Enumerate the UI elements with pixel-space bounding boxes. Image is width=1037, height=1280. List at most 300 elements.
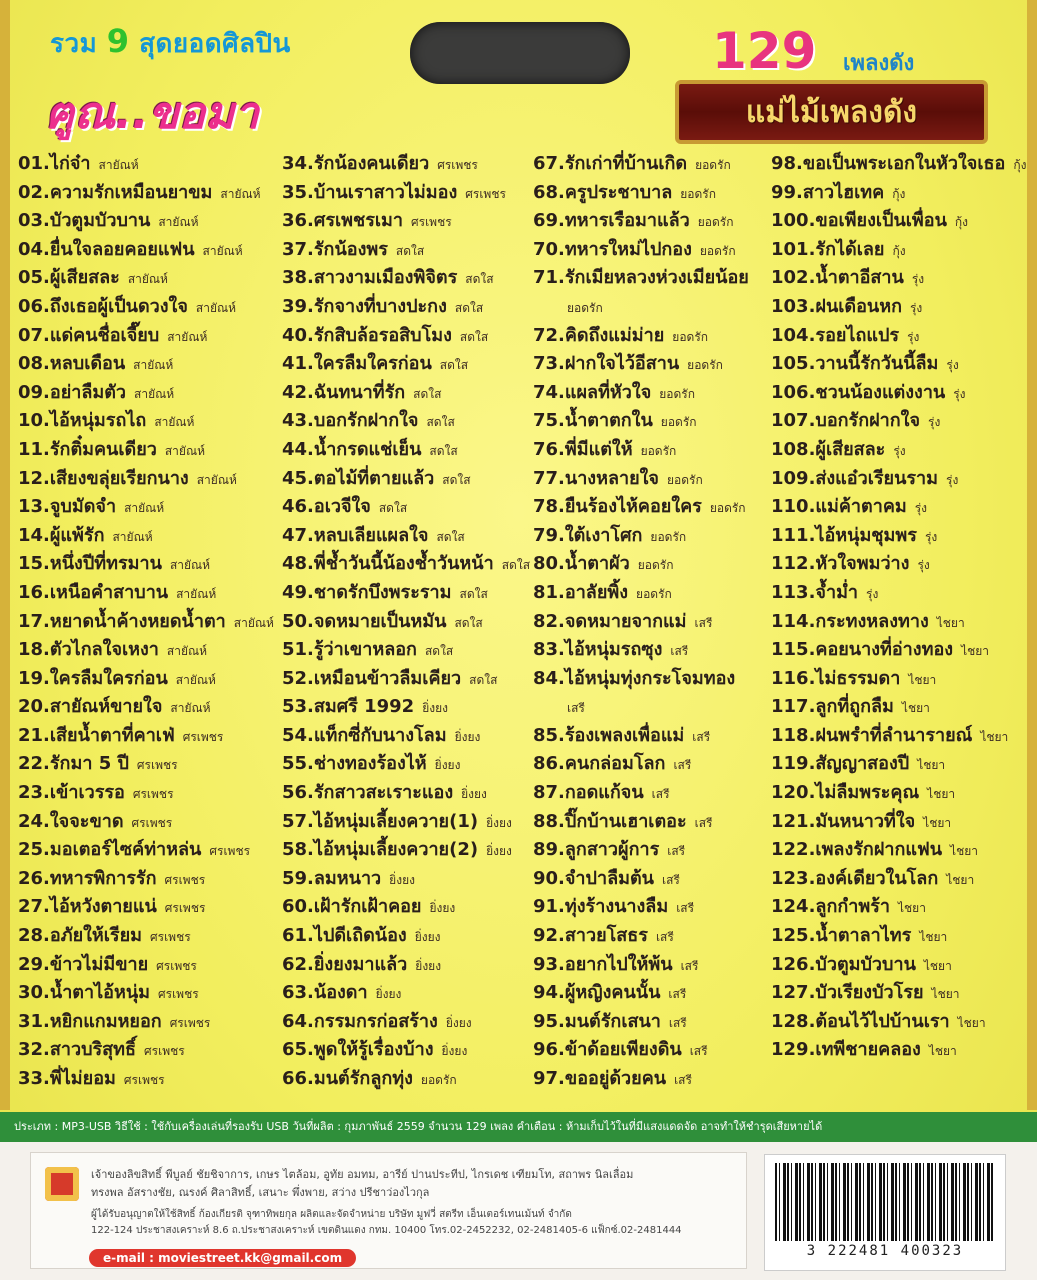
track-row bbox=[282, 893, 530, 922]
track-artist: ยอดรัก bbox=[666, 472, 703, 487]
track-artist: ไชยา bbox=[901, 701, 930, 716]
track-row bbox=[771, 350, 1026, 379]
track-artist: ยอดรัก bbox=[695, 158, 731, 172]
track-artist: ไชยา bbox=[946, 872, 975, 887]
track-row bbox=[533, 636, 757, 665]
track-title: 81.อาลัยพิ้ง bbox=[533, 581, 629, 603]
track-title: 01.ไก่จ๋า bbox=[18, 153, 91, 174]
track-row bbox=[18, 379, 274, 408]
track-column-3 bbox=[533, 150, 757, 1094]
track-title: 54.แท็กซี่กับนางโลม bbox=[282, 724, 447, 746]
track-artist: ยิ่งยง bbox=[389, 872, 415, 887]
track-title: 42.ฉันทนาที่รัก bbox=[282, 381, 406, 403]
track-row bbox=[533, 465, 757, 494]
track-row bbox=[771, 722, 1026, 751]
track-row bbox=[771, 979, 1026, 1008]
track-artist: สดใส bbox=[413, 386, 442, 401]
track-row bbox=[282, 693, 530, 722]
track-artist: เสรี bbox=[689, 1044, 708, 1059]
track-artist: รุ่ง bbox=[928, 415, 941, 430]
track-row bbox=[282, 150, 530, 179]
track-row bbox=[18, 579, 274, 608]
track-title: 111.ไอ้หนุ่มชุมพร bbox=[771, 524, 917, 546]
track-artist: ไชยา bbox=[923, 958, 952, 973]
track-title: 14.ผู้แพ้รัก bbox=[18, 524, 105, 546]
header-suffix: สุดยอดศิลปิน bbox=[139, 29, 291, 59]
track-row bbox=[771, 808, 1026, 837]
track-row bbox=[533, 722, 757, 751]
track-row bbox=[533, 179, 757, 208]
track-artist: เสรี bbox=[655, 930, 674, 945]
track-title: 44.น้ำกรดแช่เย็น bbox=[282, 438, 422, 460]
track-title: 39.รักจางที่บางปะกง bbox=[282, 295, 447, 317]
track-artist: สดใส bbox=[469, 672, 498, 687]
track-row bbox=[18, 979, 274, 1008]
track-title: 24.ใจจะขาด bbox=[18, 810, 124, 832]
track-title: 70.ทหารใหม่ไปกอง bbox=[533, 238, 692, 260]
track-artist: สดใส bbox=[454, 300, 484, 315]
track-artist: ศรเพชร bbox=[158, 987, 199, 1002]
header-prefix: รวม bbox=[50, 29, 98, 59]
track-artist: ยอดรัก bbox=[687, 358, 723, 373]
track-title: 104.รอยไถแปร bbox=[771, 324, 900, 346]
track-title: 58.ไอ้หนุ่มเลี้ยงควาย(2) bbox=[282, 839, 479, 861]
track-title: 25.มอเตอร์ไซค์ท่าหล่น bbox=[18, 839, 202, 861]
credits-line-2: ทรงพล อัสรางชัย, ณรงค์ ศิลาสิทธิ์, เสนาะ พึ่งพาย, สว่าง ปรีชาว่องไวกุล bbox=[91, 1186, 430, 1199]
track-artist: กุ้ง bbox=[892, 186, 906, 201]
track-title: 117.ลูกที่ถูกลืม bbox=[771, 696, 894, 718]
track-title: 109.ส่งแอ๋วเรียนราม bbox=[771, 467, 939, 489]
track-artist: รุ่ง bbox=[911, 272, 925, 287]
track-title: 115.คอยนางที่อ่างทอง bbox=[771, 639, 954, 661]
track-artist: สายัณห์ bbox=[233, 615, 274, 630]
track-title: 30.น้ำตาไอ้หนุ่ม bbox=[18, 982, 150, 1004]
track-title: 18.ตัวไกลใจเหงา bbox=[18, 639, 159, 661]
track-artist: สายัณห์ bbox=[195, 300, 237, 315]
track-title: 23.เข้าเวรรอ bbox=[18, 782, 125, 804]
track-artist: สายัณห์ bbox=[220, 186, 261, 201]
hanger-hole bbox=[410, 22, 630, 84]
track-artist: ยิ่งยง bbox=[454, 729, 481, 744]
track-artist: ศรเพชร bbox=[150, 930, 191, 945]
track-title: 78.ยืนร้องไห้คอยใคร bbox=[533, 496, 702, 518]
track-row bbox=[771, 951, 1026, 980]
track-title: 102.น้ำตาอีสาน bbox=[771, 267, 904, 289]
track-title: 103.ฝนเดือนหก bbox=[771, 295, 902, 317]
track-row bbox=[533, 808, 757, 837]
track-title: 43.บอกรักฝากใจ bbox=[282, 410, 419, 432]
track-artist: สายัณห์ bbox=[154, 415, 195, 430]
track-title: 59.ลมหนาว bbox=[282, 867, 382, 889]
track-artist: ยอดรัก bbox=[680, 186, 716, 201]
track-title: 28.อภัยให้เรียม bbox=[18, 925, 142, 947]
track-title: 66.มนต์รักลูกทุ่ง bbox=[282, 1068, 413, 1089]
track-artist: ศรเพชร bbox=[123, 1073, 165, 1087]
track-title: 119.สัญญาสองปี bbox=[771, 753, 910, 775]
track-title: 120.ไม่ลืมพระคุณ bbox=[771, 782, 920, 804]
track-column-4 bbox=[771, 150, 1026, 1065]
track-artist: สายัณห์ bbox=[164, 443, 205, 458]
album-banner-text: แม่ไม้เพลงดัง bbox=[745, 94, 918, 130]
track-row bbox=[282, 179, 530, 208]
track-artist: ไชยา bbox=[957, 1015, 986, 1030]
track-title: 56.รักสาวสะเราะแอง bbox=[282, 782, 454, 804]
track-row bbox=[533, 407, 757, 436]
track-title: 77.นางหลายใจ bbox=[533, 467, 659, 489]
track-artist: ยอดรัก bbox=[699, 243, 736, 258]
track-title: 63.น้องดา bbox=[282, 982, 368, 1004]
track-row bbox=[18, 893, 274, 922]
track-row bbox=[282, 1008, 530, 1037]
track-row bbox=[282, 350, 530, 379]
track-title: 114.กระทงหลงทาง bbox=[771, 610, 929, 632]
track-title: 61.ไปดีเถิดน้อง bbox=[282, 925, 407, 947]
track-artist: เสรี bbox=[694, 815, 713, 830]
track-row bbox=[771, 550, 1026, 579]
track-artist: สายัณห์ bbox=[166, 644, 208, 659]
barcode-bars bbox=[775, 1163, 995, 1241]
track-title: 108.ผู้เสียสละ bbox=[771, 438, 886, 460]
track-row bbox=[771, 179, 1026, 208]
track-artist: เสรี bbox=[567, 701, 585, 716]
track-artist: เสรี bbox=[668, 1015, 687, 1030]
track-artist: สดใส bbox=[378, 501, 408, 516]
track-row bbox=[533, 779, 757, 808]
track-title: 74.แผลที่หัวใจ bbox=[533, 381, 652, 403]
track-title: 47.หลบเลียแผลใจ bbox=[282, 524, 429, 546]
track-title: 34.รักน้องคนเดียว bbox=[282, 153, 430, 174]
song-count: 129 bbox=[712, 22, 817, 80]
track-row bbox=[771, 865, 1026, 894]
track-row bbox=[282, 750, 530, 779]
track-artist: สดใส bbox=[459, 329, 489, 344]
track-artist: ไชยา bbox=[928, 1044, 957, 1059]
track-artist: รุ่ง bbox=[909, 300, 923, 315]
track-artist: สดใส bbox=[465, 272, 494, 287]
track-row bbox=[533, 522, 757, 551]
track-row bbox=[282, 236, 530, 265]
track-artist: ยอดรัก bbox=[672, 329, 709, 344]
track-title: 106.ชวนน้องแต่งงาน bbox=[771, 381, 946, 403]
track-row bbox=[533, 493, 757, 522]
track-title: 52.เหมือนข้าวลืมเคียว bbox=[282, 667, 462, 689]
track-title: 86.คนกล่อมโลก bbox=[533, 753, 666, 775]
track-row bbox=[18, 150, 274, 179]
track-row bbox=[533, 608, 757, 637]
track-row bbox=[18, 264, 274, 293]
track-artist: สายัณห์ bbox=[169, 558, 211, 573]
track-row bbox=[771, 1036, 1026, 1065]
track-title: 68.ครูประชาบาล bbox=[533, 181, 673, 203]
track-artist: เสรี bbox=[668, 987, 687, 1002]
track-artist: ยอดรัก bbox=[636, 586, 672, 601]
track-row bbox=[18, 636, 274, 665]
track-artist: ยอดรัก bbox=[567, 300, 603, 315]
track-title: 33.พี่ไม่ยอม bbox=[18, 1068, 116, 1089]
track-artist: สดใส bbox=[395, 243, 425, 258]
track-title: 40.รักสิบล้อรอสิบโมง bbox=[282, 324, 452, 346]
track-artist: ยิ่งยง bbox=[486, 815, 512, 830]
track-artist: ยิ่งยง bbox=[415, 958, 442, 973]
track-title: 113.จ้ำม่ำ bbox=[771, 581, 859, 603]
track-row bbox=[771, 236, 1026, 265]
track-artist: รุ่ง bbox=[924, 529, 938, 544]
track-row bbox=[771, 465, 1026, 494]
track-artist: ไชยา bbox=[931, 987, 960, 1002]
track-row bbox=[282, 293, 530, 322]
track-artist: รุ่ง bbox=[946, 472, 959, 487]
track-row bbox=[18, 550, 274, 579]
track-artist: สดใส bbox=[436, 529, 465, 544]
track-title: 51.รู้ว่าเขาหลอก bbox=[282, 639, 417, 661]
track-row bbox=[533, 922, 757, 951]
track-row bbox=[282, 722, 530, 751]
track-row bbox=[771, 407, 1026, 436]
track-row bbox=[282, 379, 530, 408]
track-row bbox=[533, 150, 757, 179]
track-title: 116.ไม่ธรรมดา bbox=[771, 667, 901, 689]
track-row bbox=[282, 522, 530, 551]
track-artist: เสรี bbox=[651, 787, 670, 802]
track-artist: รุ่ง bbox=[946, 358, 959, 373]
track-artist: ไชยา bbox=[961, 644, 990, 659]
track-row bbox=[533, 264, 757, 293]
track-artist: สดใส bbox=[501, 558, 531, 573]
track-artist: ยอดรัก bbox=[650, 529, 687, 544]
track-title: 76.พี่มีแต่ให้ bbox=[533, 438, 633, 460]
header-line1 bbox=[50, 22, 291, 64]
track-artist: รุ่ง bbox=[914, 501, 928, 516]
track-artist: ศรเพชร bbox=[437, 158, 478, 172]
track-row bbox=[282, 779, 530, 808]
track-title: 02.ความรักเหมือนยาขม bbox=[18, 181, 213, 203]
track-row bbox=[771, 322, 1026, 351]
track-title: 55.ช่างทองร้องไห้ bbox=[282, 753, 427, 775]
track-artist: ศรเพชร bbox=[164, 872, 206, 887]
track-title: 67.รักเก่าที่บ้านเกิด bbox=[533, 153, 688, 174]
track-row bbox=[771, 522, 1026, 551]
track-title: 29.ข้าวไม่มีขาย bbox=[18, 953, 149, 975]
track-row bbox=[533, 436, 757, 465]
track-artist: ยอดรัก bbox=[659, 386, 695, 401]
track-row bbox=[533, 207, 757, 236]
track-row bbox=[282, 979, 530, 1008]
track-artist: ศรเพชร bbox=[411, 215, 452, 230]
track-title: 04.ยื่นใจลอยคอยแฟน bbox=[18, 238, 195, 260]
track-row bbox=[771, 636, 1026, 665]
track-artist: รุ่ง bbox=[907, 329, 920, 344]
track-row bbox=[533, 350, 757, 379]
track-artist: สายัณห์ bbox=[175, 672, 216, 687]
track-artist: สายัณห์ bbox=[98, 158, 139, 172]
track-artist: ยิ่งยง bbox=[414, 930, 441, 945]
track-artist: ศรเพชร bbox=[156, 958, 197, 973]
track-artist: ศรเพชร bbox=[209, 844, 251, 859]
track-title: 46.อเวจีใจ bbox=[282, 496, 371, 518]
track-title: 35.บ้านเราสาวไม่มอง bbox=[282, 181, 458, 203]
track-title: 94.ผู้หญิงคนนั้น bbox=[533, 982, 661, 1004]
credits-line-3: ผู้ได้รับอนุญาตให้ใช้สิทธิ์ ก้องเกียรติ จุฑาทิพยกุล ผลิตและจัดจำหน่าย บริษัท มูฟวี่ สตรีท เอ็นเตอร์เทนเม้นท์ จำกัด bbox=[91, 1209, 572, 1220]
track-row bbox=[18, 1036, 274, 1065]
track-artist: กุ้ง bbox=[892, 243, 906, 258]
track-row bbox=[282, 322, 530, 351]
track-title: 73.ฝากใจไว้อีสาน bbox=[533, 353, 680, 375]
track-title: 72.คิดถึงแม่ม่าย bbox=[533, 324, 665, 346]
track-artist: ยิ่งยง bbox=[422, 701, 448, 716]
track-artist: ไชยา bbox=[908, 672, 937, 687]
track-row bbox=[282, 579, 530, 608]
track-row bbox=[18, 407, 274, 436]
track-row bbox=[18, 350, 274, 379]
track-row bbox=[18, 608, 274, 637]
track-row bbox=[18, 722, 274, 751]
track-row bbox=[18, 1008, 274, 1037]
track-title: 10.ไอ้หนุ่มรถไถ bbox=[18, 410, 147, 432]
track-title: 100.ขอเพียงเป็นเพื่อน bbox=[771, 210, 947, 232]
track-row bbox=[18, 922, 274, 951]
track-row bbox=[771, 436, 1026, 465]
track-artist: สดใส bbox=[424, 644, 454, 659]
track-title: 112.หัวใจพมว่าง bbox=[771, 553, 910, 575]
track-artist: สายัณห์ bbox=[112, 529, 153, 544]
track-row bbox=[771, 207, 1026, 236]
track-row bbox=[533, 1008, 757, 1037]
track-artist: สดใส bbox=[454, 615, 483, 630]
track-title: 31.หยิกแกมหยอก bbox=[18, 1010, 162, 1032]
track-artist: สายัณห์ bbox=[124, 501, 165, 516]
track-row bbox=[282, 436, 530, 465]
track-artist: ยอดรัก bbox=[640, 443, 677, 458]
track-artist: กุ้ง bbox=[954, 215, 969, 230]
track-row bbox=[533, 979, 757, 1008]
track-title: 98.ขอเป็นพระเอกในหัวใจเธอ bbox=[771, 153, 1006, 174]
track-artist: ไชยา bbox=[927, 787, 956, 802]
track-title: 80.น้ำตาผัว bbox=[533, 553, 630, 575]
track-title: 49.ชาดรักบึงพระราม bbox=[282, 581, 452, 603]
track-title: 79.ใต้เงาโศก bbox=[533, 524, 643, 546]
track-artist: รุ่ง bbox=[893, 443, 906, 458]
track-artist: สดใส bbox=[429, 443, 458, 458]
track-row bbox=[533, 550, 757, 579]
track-artist: ยอดรัก bbox=[709, 501, 746, 516]
track-title: 121.มันหนาวที่ใจ bbox=[771, 810, 916, 832]
track-title: 11.รักติ๋มคนเดียว bbox=[18, 438, 157, 460]
track-title: 32.สาวบริสุทธิ์ bbox=[18, 1039, 137, 1061]
track-row bbox=[533, 293, 757, 322]
track-artist: เสรี bbox=[670, 644, 689, 659]
track-title: 92.สาวยโสธร bbox=[533, 925, 648, 947]
track-title: 53.สมศรี 1992 bbox=[282, 696, 415, 718]
track-row bbox=[771, 493, 1026, 522]
track-title: 123.องค์เดียวในโลก bbox=[771, 867, 939, 889]
header-number: 9 bbox=[106, 22, 130, 60]
track-artist: รุ่ง bbox=[866, 586, 879, 601]
track-title: 95.มนต์รักเสนา bbox=[533, 1010, 661, 1032]
barcode bbox=[764, 1154, 1006, 1271]
track-title: 37.รักน้องพร bbox=[282, 238, 388, 260]
track-row bbox=[771, 893, 1026, 922]
cover-frame-right bbox=[1027, 0, 1037, 1110]
track-row bbox=[771, 608, 1026, 637]
track-title: 87.กอดแก้จน bbox=[533, 782, 644, 804]
track-row bbox=[18, 665, 274, 694]
track-row bbox=[18, 436, 274, 465]
track-title: 62.ยิ่งยงมาแล้ว bbox=[282, 953, 408, 975]
track-title: 83.ไอ้หนุ่มรถซุง bbox=[533, 639, 663, 661]
email-badge: e-mail : moviestreet.kk@gmail.com bbox=[89, 1249, 356, 1267]
track-artist: ไชยา bbox=[980, 729, 1009, 744]
track-title: 41.ใครลืมใครก่อน bbox=[282, 353, 432, 375]
track-title: 12.เสียงขลุ่ยเรียกนาง bbox=[18, 467, 189, 489]
track-artist: ไชยา bbox=[950, 844, 978, 859]
track-title: 129.เทพีชายคลอง bbox=[771, 1039, 921, 1061]
header-title: ฅูณ..ขอมา bbox=[45, 88, 259, 139]
track-row bbox=[18, 493, 274, 522]
track-artist: สายัณห์ bbox=[196, 472, 237, 487]
track-title: 48.พี่ช้ำวันนี้น้องช้ำวันหน้า bbox=[282, 553, 494, 575]
track-title: 90.จำปาลืมต้น bbox=[533, 867, 654, 889]
track-row bbox=[282, 636, 530, 665]
track-row bbox=[533, 865, 757, 894]
track-row bbox=[533, 322, 757, 351]
track-artist: สายัณห์ bbox=[158, 215, 199, 230]
track-title: 26.ทหารพิการรัก bbox=[18, 867, 157, 889]
track-row bbox=[18, 236, 274, 265]
track-row bbox=[18, 779, 274, 808]
track-artist: ศรเพชร bbox=[465, 186, 506, 201]
track-artist: สดใส bbox=[439, 358, 469, 373]
track-title: 05.ผู้เสียสละ bbox=[18, 267, 120, 289]
track-title: 09.อย่าลืมตัว bbox=[18, 381, 127, 403]
track-title: 03.บัวตูมบัวบาน bbox=[18, 210, 151, 232]
track-artist: ยอดรัก bbox=[637, 558, 674, 573]
track-title: 89.ลูกสาวผู้การ bbox=[533, 839, 660, 861]
track-row bbox=[18, 522, 274, 551]
track-title: 07.แด่คนชื่อเจี๊ยบ bbox=[18, 324, 160, 346]
track-title: 71.รักเมียหลวงห่วงเมียน้อย bbox=[533, 267, 749, 289]
track-title: 06.ถึงเธอผู้เป็นดวงใจ bbox=[18, 295, 188, 317]
track-row bbox=[282, 1065, 530, 1094]
track-artist: สดใส bbox=[442, 472, 471, 487]
track-row bbox=[771, 693, 1026, 722]
track-artist: ศรเพชร bbox=[164, 901, 206, 916]
track-row bbox=[18, 1065, 274, 1094]
track-row bbox=[771, 379, 1026, 408]
track-row bbox=[771, 836, 1026, 865]
track-title: 22.รักมา 5 ปี bbox=[18, 753, 129, 775]
track-artist: รุ่ง bbox=[953, 386, 966, 401]
track-row bbox=[771, 665, 1026, 694]
track-title: 91.ทุ่งร้างนางลืม bbox=[533, 896, 669, 918]
track-artist: ยิ่งยง bbox=[429, 901, 456, 916]
track-row bbox=[18, 293, 274, 322]
track-artist: ศรเพชร bbox=[144, 1044, 185, 1059]
track-artist: ศรเพชร bbox=[182, 729, 224, 744]
track-artist: ศรเพชร bbox=[136, 758, 178, 773]
track-row bbox=[282, 808, 530, 837]
track-title: 125.น้ำตาลาไทร bbox=[771, 925, 912, 947]
track-row bbox=[282, 207, 530, 236]
track-row bbox=[533, 1036, 757, 1065]
track-title: 124.ลูกกำพร้า bbox=[771, 896, 890, 918]
track-title: 82.จดหมายจากแม่ bbox=[533, 610, 687, 632]
track-artist: สายัณห์ bbox=[170, 701, 211, 716]
track-row bbox=[533, 836, 757, 865]
track-title: 75.น้ำตาตกใน bbox=[533, 410, 653, 432]
track-artist: เสรี bbox=[676, 901, 695, 916]
track-row bbox=[533, 750, 757, 779]
track-row bbox=[533, 665, 757, 694]
